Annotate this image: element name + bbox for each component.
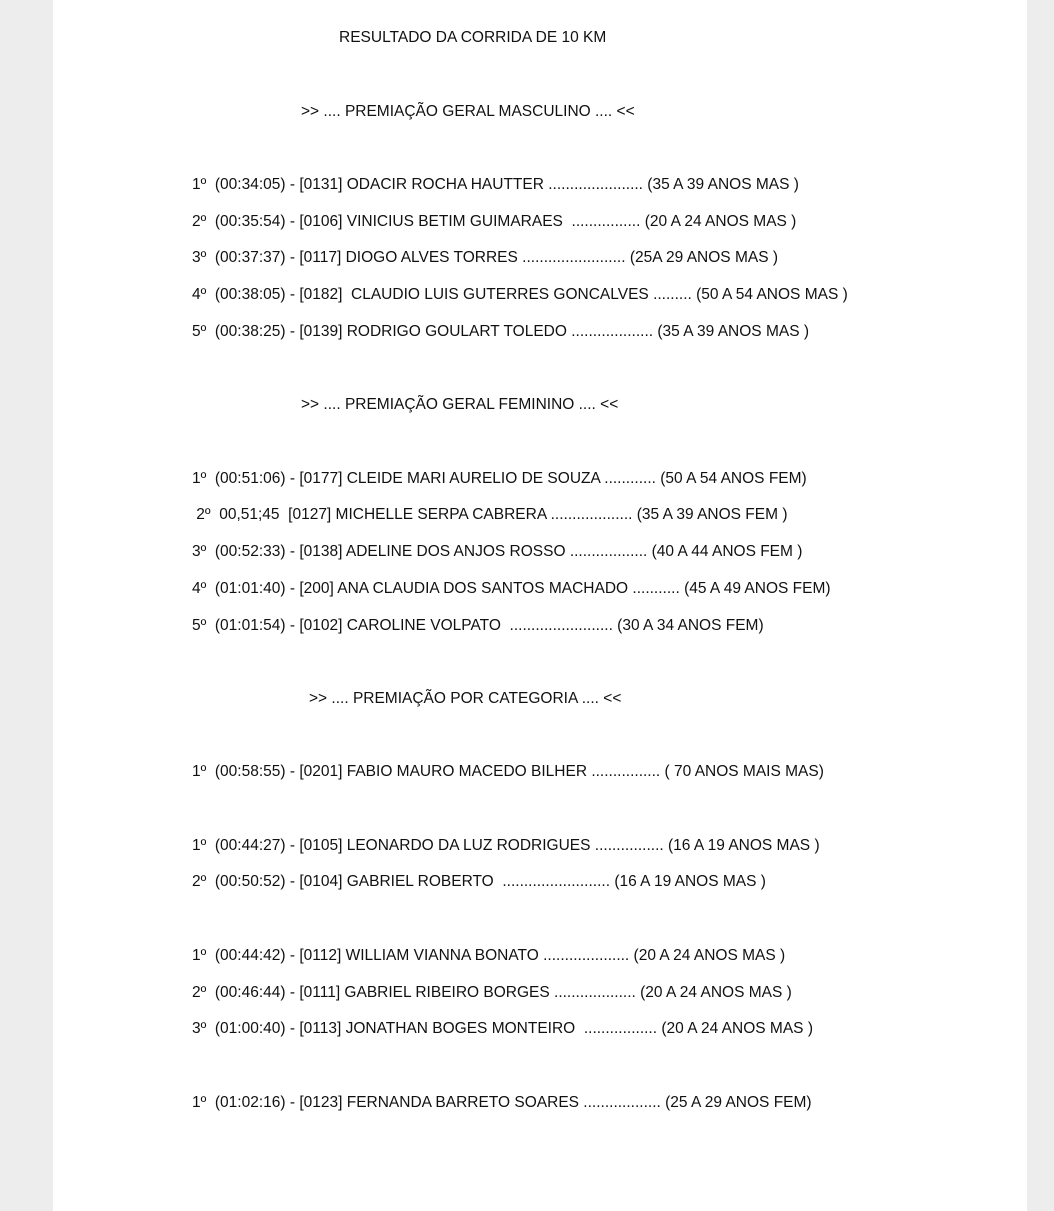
- result-row: 2º (00:46:44) - [0111] GABRIEL RIBEIRO BORGES ................... (20 A 24 ANOS MAS ): [192, 984, 792, 1001]
- result-row: 2º (00:50:52) - [0104] GABRIEL ROBERTO ......................... (16 A 19 ANOS MAS ): [192, 873, 766, 890]
- result-row: 1º (00:51:06) - [0177] CLEIDE MARI AURELIO DE SOUZA ............ (50 A 54 ANOS FEM): [192, 470, 807, 487]
- section-heading-geral-masculino: >> .... PREMIAÇÃO GERAL MASCULINO .... <<: [301, 103, 635, 120]
- result-row: 2º 00,51;45 [0127] MICHELLE SERPA CABRERA ................... (35 A 39 ANOS FEM ): [192, 506, 788, 523]
- document-page: [53, 0, 1027, 1211]
- result-row: 1º (01:02:16) - [0123] FERNANDA BARRETO SOARES .................. (25 A 29 ANOS FEM): [192, 1094, 812, 1111]
- result-row: 1º (00:44:27) - [0105] LEONARDO DA LUZ RODRIGUES ................ (16 A 19 ANOS MAS ): [192, 837, 820, 854]
- result-row: 4º (01:01:40) - [200] ANA CLAUDIA DOS SANTOS MACHADO ........... (45 A 49 ANOS FEM): [192, 580, 831, 597]
- result-row: 3º (00:52:33) - [0138] ADELINE DOS ANJOS ROSSO .................. (40 A 44 ANOS FEM ): [192, 543, 803, 560]
- result-row: 2º (00:35:54) - [0106] VINICIUS BETIM GUIMARAES ................ (20 A 24 ANOS MAS ): [192, 213, 797, 230]
- section-heading-por-categoria: >> .... PREMIAÇÃO POR CATEGORIA .... <<: [309, 690, 622, 707]
- result-row: 1º (00:44:42) - [0112] WILLIAM VIANNA BONATO .................... (20 A 24 ANOS MAS ): [192, 947, 786, 964]
- section-heading-geral-feminino: >> .... PREMIAÇÃO GERAL FEMININO .... <<: [301, 396, 619, 413]
- result-row: 5º (01:01:54) - [0102] CAROLINE VOLPATO ........................ (30 A 34 ANOS FEM): [192, 617, 764, 634]
- result-row: 1º (00:34:05) - [0131] ODACIR ROCHA HAUTTER ...................... (35 A 39 ANOS MAS ): [192, 176, 799, 193]
- result-row: 3º (01:00:40) - [0113] JONATHAN BOGES MONTEIRO ................. (20 A 24 ANOS MAS ): [192, 1020, 813, 1037]
- result-row: 3º (00:37:37) - [0117] DIOGO ALVES TORRES ........................ (25A 29 ANOS MAS ): [192, 249, 778, 266]
- page-title: RESULTADO DA CORRIDA DE 10 KM: [339, 29, 607, 46]
- result-row: 4º (00:38:05) - [0182] CLAUDIO LUIS GUTERRES GONCALVES ......... (50 A 54 ANOS MAS ): [192, 286, 848, 303]
- result-row: 1º (00:58:55) - [0201] FABIO MAURO MACEDO BILHER ................ ( 70 ANOS MAIS MAS): [192, 763, 824, 780]
- result-row: 5º (00:38:25) - [0139] RODRIGO GOULART TOLEDO ................... (35 A 39 ANOS MAS ): [192, 323, 809, 340]
